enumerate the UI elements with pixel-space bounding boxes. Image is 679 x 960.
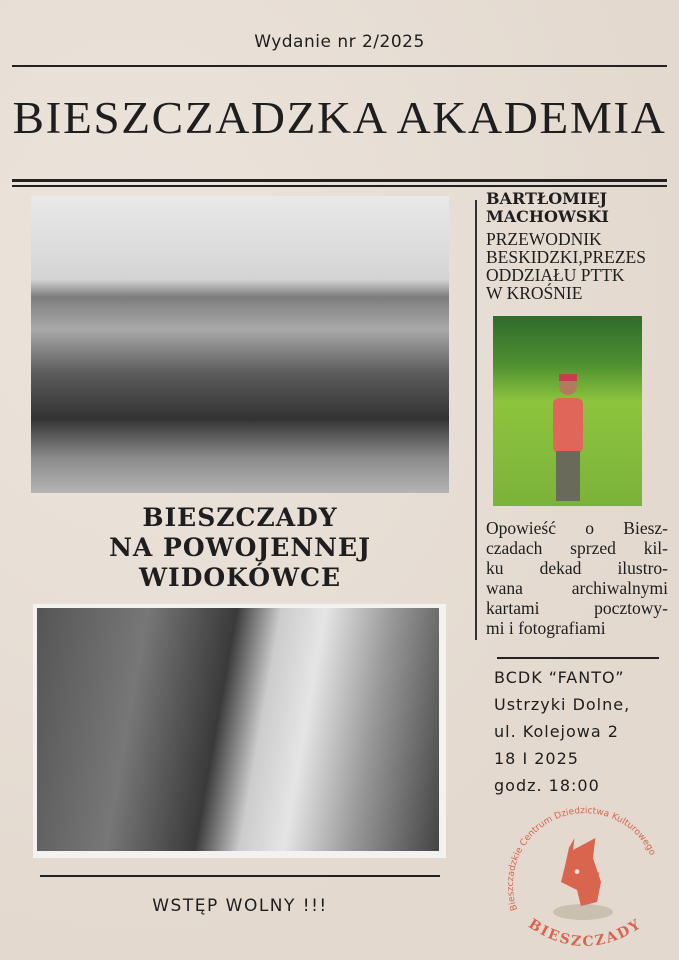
desc-line: Opowieść o Biesz- <box>486 518 668 538</box>
title-line: WIDOKÓWCE <box>138 563 342 592</box>
river-hikers-photo <box>33 604 446 858</box>
event-time: godz. 18:00 <box>494 776 600 795</box>
event-street: ul. Kolejowa 2 <box>494 722 619 741</box>
divider <box>497 657 659 659</box>
mountain-hikers-photo <box>31 196 449 493</box>
role-line: BESKIDZKI,PREZES <box>486 247 646 267</box>
speaker-photo <box>493 316 642 506</box>
speaker-name <box>486 190 609 226</box>
event-venue: BCDK “FANTO” <box>494 668 625 687</box>
issue-number: Wydanie nr 2/2025 <box>254 32 425 52</box>
desc-line: mi i fotografiami <box>486 618 606 638</box>
speaker-role <box>486 230 646 302</box>
desc-line: kartami pocztowy- <box>486 598 668 618</box>
event-city: Ustrzyki Dolne, <box>494 695 631 714</box>
bcdk-logo <box>500 800 670 960</box>
event-date: 18 I 2025 <box>494 749 579 768</box>
column-divider <box>475 200 477 640</box>
lecture-description <box>486 518 668 638</box>
name-line: MACHOWSKI <box>486 207 609 226</box>
title-line: NA POWOJENNEJ <box>109 533 371 562</box>
free-entry: WSTĘP WOLNY !!! <box>152 896 328 916</box>
role-line: W KROŚNIE <box>486 283 583 303</box>
logo-arc-text: Bieszczadzkie Centrum Dziedzictwa Kulturowego <box>505 806 658 912</box>
divider <box>12 179 667 182</box>
role-line: ODDZIAŁU PTTK <box>486 265 625 285</box>
svg-text:BIESZCZADY <box>525 916 644 950</box>
name-line: BARTŁOMIEJ <box>486 189 608 208</box>
divider <box>12 65 667 67</box>
logo-bottom-text: BIESZCZADY <box>525 915 645 951</box>
role-line: PRZEWODNIK <box>486 229 602 249</box>
logo-face-icon <box>561 838 601 906</box>
lecture-title <box>40 503 440 593</box>
title-line: BIESZCZADY <box>142 503 338 532</box>
desc-line: wana archiwalnymi <box>486 578 668 598</box>
divider <box>12 185 667 187</box>
desc-line: ku dekad ilustro- <box>486 558 668 578</box>
divider <box>40 875 440 877</box>
page-title: BIESZCZADZKA AKADEMIA <box>12 93 667 143</box>
desc-line: czadach sprzed kil- <box>486 538 668 558</box>
